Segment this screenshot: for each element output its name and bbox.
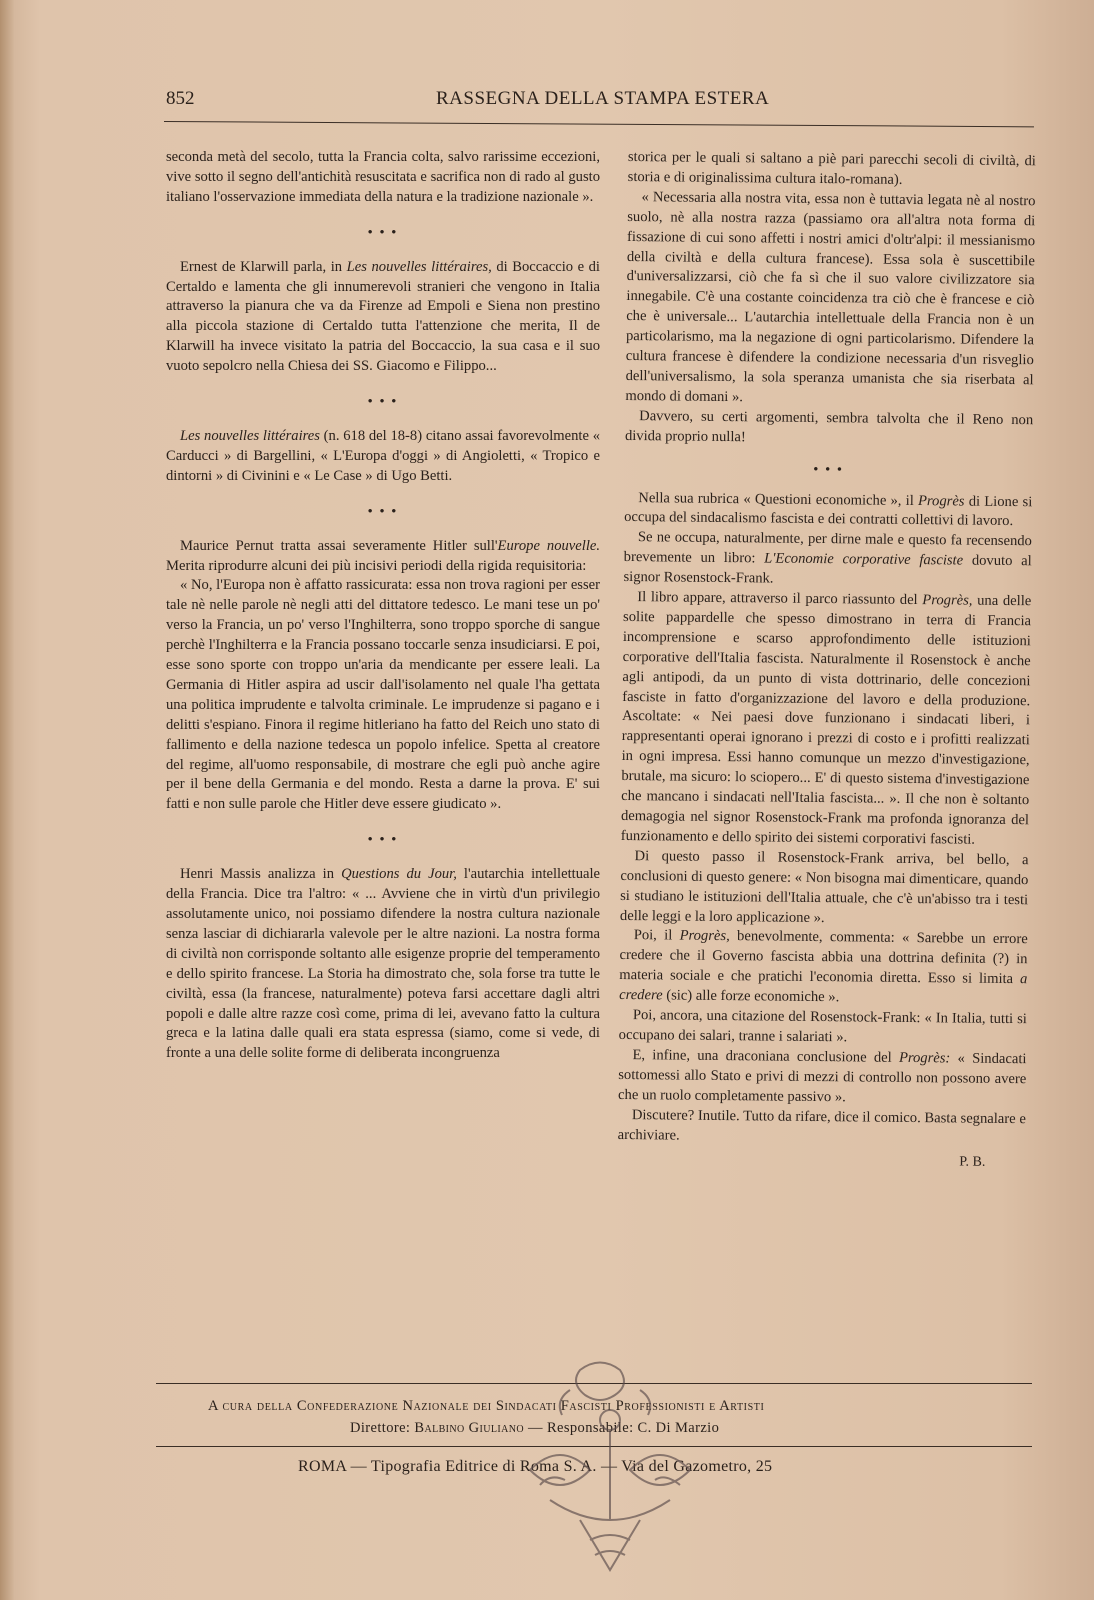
paragraph: Se ne occupa, naturalmente, per dirne male e questo fa recensendo brevemente un libro: L'Economie corporative fasciste dovuto al signor Rosenstock-Frank. (623, 529, 1032, 587)
paragraph: « No, l'Europa non è affatto rassicurata: essa non trova ragioni per esser tale nè nelle parole nè negli atti del dittatore tedesco. Le mani tese un po' verso la Francia, un po' verso l'Inghilterra, sono troppo sporche di sangue perchè l'Inghilterra e la Francia possano toccarle senza insudiciarsi. E poi, esse sono sporte con troppo un'aria da mendicante per essere leali. La Germania di Hitler aspira ad uscir dall'isolamento nel quale l'ha gettata una politica imprudente e talvolta criminale. Le imprudenze si pagano e i delitti s'espiano. Finora il regime hitleriano ha fatto del Reich uno stato di fallimento e della nazione tedesca un popolo infelice. Spetta al creatore del regime, all'uomo responsabile, di mostrare che egli può anche agire per il bene della Germania e del mondo. Resta a darne la prova. E' sui fatti e non sulle parole che Hitler deve essere giudicato ». (166, 577, 600, 813)
paragraph: seconda metà del secolo, tutta la Francia colta, salvo rarissime eccezioni, vive sotto il segno dell'antichità resuscitata e sacrifica non di rado al gusto italiano l'osservazione immediata della natura e la tradizione nazionale ». (166, 149, 600, 205)
paragraph: Di questo passo il Rosenstock-Frank arriva, bel bello, a conclusioni di questo genere: « Non bisogna mai dimenticare, quando si studiano le istituzioni dell'Italia attuale, che c'è un'abisso tra i testi delle leggi e la loro applicazione ». (619, 847, 1029, 926)
paragraph: E, infine, una draconiana conclusione del Progrès: « Sindacati sottomessi allo Stato e privi di mezzi di controllo non possono avere che un ruolo completamente passivo ». (618, 1046, 1027, 1106)
left-column (166, 148, 600, 1064)
section-separator: • • • (367, 393, 399, 409)
paragraph: Davvero, su certi argomenti, sembra talvolta che il Reno non divida proprio nulla! (624, 407, 1034, 445)
periodical-title: Progrès, (679, 928, 730, 945)
page-number: 852 (166, 88, 195, 109)
running-title: RASSEGNA DELLA STAMPA ESTERA (436, 88, 770, 109)
page-header (166, 88, 1036, 118)
paragraph: Poi, ancora, una citazione del Rosenstock-Frank: « In Italia, tutti si occupano dei salari, tranne i salariati ». (618, 1007, 1027, 1046)
paragraph: Poi, il Progrès, benevolmente, commenta: « Sarebbe un errore credere che il Governo fascista abbia una dottrina definita (?) in materia sociale e che pratichi l'economia diretta. Esso si limita a credere (sic) alle forze economiche ». (619, 927, 1028, 1006)
director-name: Balbino Giuliano (414, 1420, 524, 1436)
paragraph: Maurice Pernut tratta assai severamente Hitler sull'Europe nouvelle. Merita riprodurre alcuni dei più incisivi periodi della rigida requisitoria: (166, 537, 600, 574)
right-column (617, 148, 1036, 1174)
section-separator: • • • (367, 831, 399, 847)
paragraph: storica per le quali si saltano a piè pari parecchi secoli di civiltà, di storia e di originalissima cultura italo-romana). (627, 148, 1036, 188)
paragraph: Les nouvelles littéraires (n. 618 del 18-8) citano assai favorevolmente « Carducci » di Bargellini, « L'Europa d'oggi » di Angioletti, « Tropico e dintorni » di Civinini e « Le Case » di Ugo Betti. (166, 427, 600, 484)
periodical-title: Europe nouvelle. (497, 537, 600, 554)
editors-credit: Direttore: Balbino Giuliano — Responsabile: C. Di Marzio (350, 1420, 720, 1436)
author-signature: P. B. (959, 1154, 986, 1171)
periodical-title: Questions du Jour, (341, 866, 457, 883)
periodical-title: Les nouvelles littéraires (180, 427, 320, 444)
paragraph: Discutere? Inutile. Tutto da rifare, dice il comico. Basta segnalare e archiviare. (617, 1106, 1026, 1144)
paragraph: « Necessaria alla nostra vita, essa non è tuttavia legata nè al nostro suolo, nè alla nostra razza (passiamo ora all'altra nota forma di fissazione di cui sono affetti i nostri amici d'oltr'alpi: il messianismo della civiltà e della cultura francese). Essa sola è suscettibile d'universalizzarsi, ciò che fa sì che il suo valore civilizzatore sia innegabile. C'è una costante coincidenza tra ciò che è francese e ciò che è universale... L'autarchia intellettuale della Francia non è un particolarismo, ma la negazione di ogni particolarismo. Difendere la cultura francese è difendere la condizione necessaria d'un risveglio dell'universalismo, la sola speranza umanista che sia riserbata al mondo di domani ». (625, 188, 1036, 406)
section-separator: • • • (367, 502, 399, 518)
library-stamp-icon (510, 1350, 710, 1590)
section-separator: • • • (367, 223, 399, 239)
header-rule (164, 121, 1034, 127)
periodical-title: Progrès: (898, 1049, 951, 1067)
paragraph: Il libro appare, attraverso il parco riassunto del Progrès, una delle solite pappardelle che spesso dimostrano in terra di Francia incomprensione e scarso approfondimento delle istituzioni corporative dell'Italia fascista. Naturalmente il Rosenstock è anche agli antipodi, da un punto di vista dottrinario, delle concezioni fasciste in fatto d'organizzazione del lavoro e della produzione. Ascoltate: « Nei paesi dove funzionano i sindacati liberi, i rappresentanti operai ignorano i prezzi di costo e i profitti realizzati in ogni impresa. Essi hanno comunque un mezzo d'investigazione, brutale, ma sicuro: lo sciopero... E' di questo sistema d'investigazione che mancano i sindacati nell'Italia fascista... ». Il che non è soltanto demagogia nel signor Rosenstock-Frank ma profonda ignoranza del funzionamento e dello spirito dei sistemi corporativi fascisti. (620, 589, 1032, 848)
book-title: L'Economie corporative fasciste (764, 550, 964, 569)
section-separator: • • • (813, 460, 844, 476)
publisher-credit: A cura della Confederazione Nazionale dei Sindacati Fascisti Professionisti e Artisti (208, 1398, 765, 1414)
periodical-title: Les nouvelles littéraires, (346, 258, 492, 275)
paragraph: Nella sua rubrica « Questioni economiche », il Progrès di Lione si occupa del sindacalismo fascista e dei contratti collettivi di lavoro. (624, 489, 1033, 530)
periodical-title: Progrès, (922, 592, 973, 609)
paragraph: Henri Massis analizza in Questions du Jour, l'autarchia intellettuale della Francia. Dice tra l'altro: « ... Avviene che in virtù d'un privilegio assolutamente unico, noi possiamo difendere la nostra cultura nazionale senza lasciar di dichiararla valevole per le altre nazioni. La nostra forma di civiltà non corrisponde soltanto alle esigenze proprie del temperamento e dello spirito francese. La Storia ha dimostrato che, sola forse tra tutte le civiltà, essa (la francese, naturalmente) poteva farsi accettare dagli altri popoli e dalle altre razze così come, prima di lei, avevano fatto la cultura greca e la latina dalle quali era stata espressa (siamo, come si vede, di fronte a una delle solite forme di deliberata incongruenza (166, 866, 601, 1062)
printer-imprint: ROMA — Tipografia Editrice di Roma S. A. — Via del Gazometro, 25 (298, 1458, 773, 1475)
periodical-title: Progrès (917, 492, 965, 510)
paragraph: Ernest de Klarwill parla, in Les nouvelles littéraires, di Boccaccio e di Certaldo e lamenta che gli innumerevoli stranieri che vengono in Italia attraverso la pianura che va da Firenze ad Empoli e Siena non prestino alla piccola stazione di Certaldo tutta l'attenzione che merita, Il de Klarwill ha invece visitato la patria del Boccaccio, la sua casa e il suo vuoto sepolcro nella Chiesa dei SS. Giacomo e Filippo... (166, 258, 600, 375)
page-binding-edge (0, 0, 14, 1600)
